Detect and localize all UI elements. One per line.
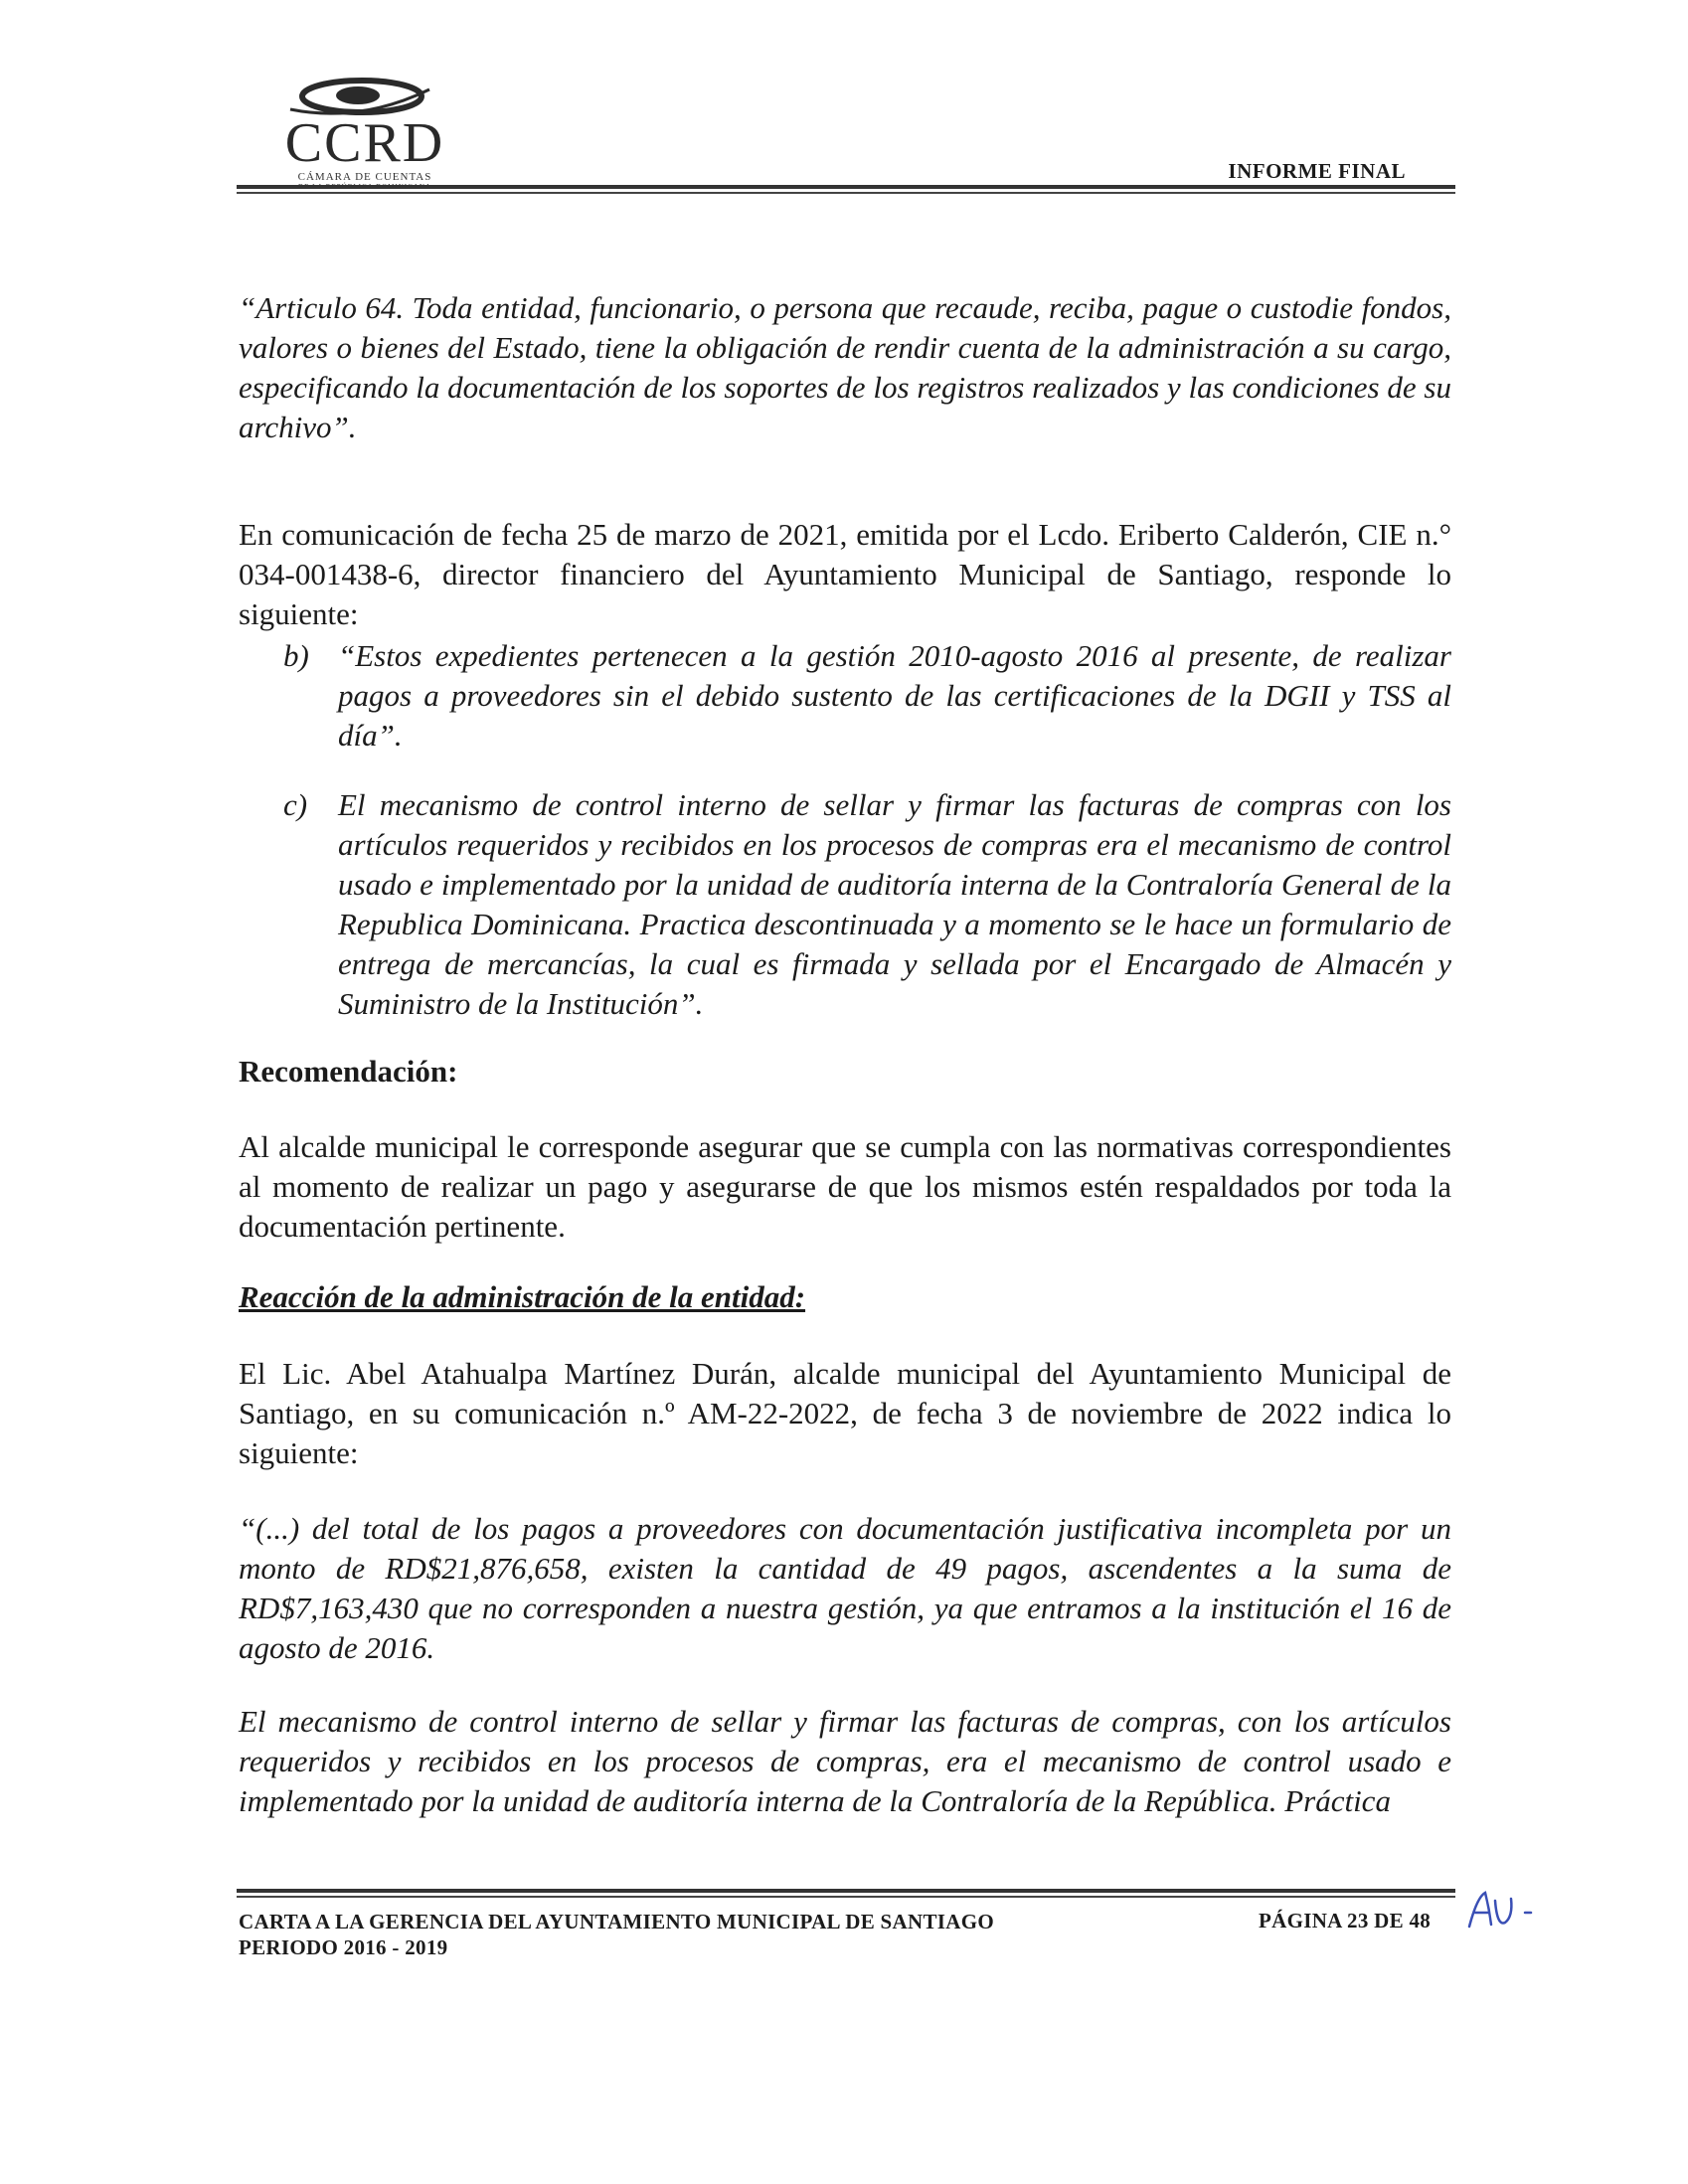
list-item-b [283,636,1451,756]
reaction-quote-1: “(...) del total de los pagos a proveedores con documentación justificativa incompleta por un monto de RD$21,876,658, existen la cantidad de 49 pagos, ascendentes a la suma de RD$7,163,430 que no corresponden a nuestra gestión, ya que entramos a la institución el 16 de agosto de 2016. [239,1511,1451,1665]
footer-title: CARTA A LA GERENCIA DEL AYUNTAMIENTO MUNICIPAL DE SANTIAGO [239,1910,994,1933]
recommendation-paragraph: Al alcalde municipal le corresponde asegurar que se cumpla con las normativas correspondientes al momento de realizar un pago y asegurarse de que los mismos estén respaldados por toda la documentación pertinente. [239,1129,1451,1244]
footer-document-info [239,1909,994,1960]
list-item-text: “Estos expedientes pertenecen a la gestión 2010-agosto 2016 al presente, de realizar pagos a proveedores sin el debido sustento de las certificaciones de la DGII y TSS al día”. [338,638,1451,753]
ccrd-logo [251,72,479,181]
communication-paragraph: En comunicación de fecha 25 de marzo de 2021, emitida por el Lcdo. Eriberto Calderón, CIE n.° 034-001438-6, director financiero del Ayuntamiento Municipal de Santiago, responde lo siguiente: [239,517,1451,631]
list-item-text: El mecanismo de control interno de sellar y firmar las facturas de compras con los artículos requeridos y recibidos en los procesos de compras era el mecanismo de control usado e implementado por la unidad de auditoría interna de la Contraloría General de la Republica Dominicana. Practica descontinuada y a momento se le hace un formulario de entrega de mercancías, la cual es firmada y sellada por el Encargado de Almacén y Suministro de la Institución”. [338,787,1451,1021]
handwritten-initials [1463,1887,1543,1936]
reaction-heading: Reacción de la administración de la entidad: [239,1279,806,1314]
footer-period: PERIODO 2016 - 2019 [239,1935,448,1959]
article-quote: “Articulo 64. Toda entidad, funcionario, o persona que recaude, reciba, pague o custodie fondos, valores o bienes del Estado, tiene la obligación de rendir cuenta de la administración a su cargo, especificando la documentación de los soportes de los registros realizados y las condiciones de su archivo”. [239,290,1451,444]
logo-subtitle: CÁMARA DE CUENTAS [297,171,432,183]
reaction-quote-2: El mecanismo de control interno de sellar y firmar las facturas de compras, con los artículos requeridos y recibidos en los procesos de compras, era el mecanismo de control usado e implementado por la unidad de auditoría interna de la Contraloría de la República. Práctica [239,1704,1451,1818]
page-number: PÁGINA 23 DE 48 [1259,1909,1432,1932]
reaction-intro-paragraph: El Lic. Abel Atahualpa Martínez Durán, alcalde municipal del Ayuntamiento Municipal de Santiago, en su comunicación n.º AM-22-2022, de fecha 3 de noviembre de 2022 indica lo siguiente: [239,1356,1451,1470]
logo-wordmark: CCRD [284,112,445,174]
recommendation-heading: Recomendación: [239,1054,458,1089]
list-marker: c) [283,787,308,822]
footer-rule [237,1889,1455,1898]
list-marker: b) [283,638,309,673]
list-item-c [283,785,1451,1024]
report-title: INFORME FINAL [1228,159,1406,183]
header-rule [237,185,1455,194]
